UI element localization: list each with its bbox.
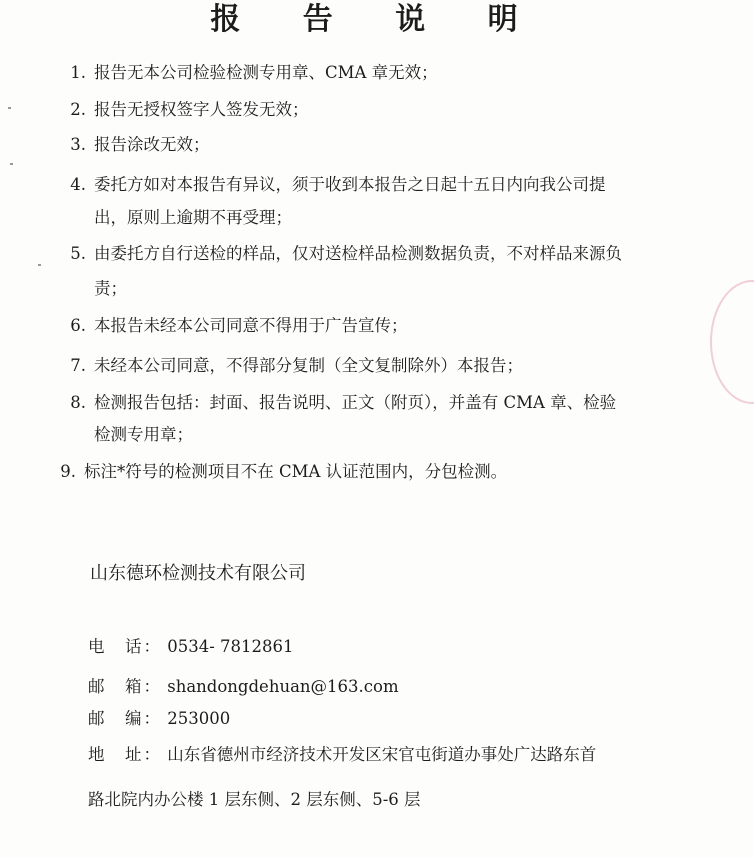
list-item	[70, 355, 523, 377]
list-item	[70, 315, 408, 337]
scan-speck	[10, 163, 13, 165]
item-number: 3.	[70, 135, 86, 154]
item-number: 1.	[70, 63, 86, 82]
item-text: 检测报告包括：封面、报告说明、正文（附页），并盖有 CMA 章、检验	[94, 393, 617, 412]
item-number: 9.	[60, 462, 76, 481]
email-value: shandongdehuan@163.com	[167, 677, 399, 696]
phone-label: 电 话：	[88, 637, 162, 656]
item-text: 未经本公司同意，不得部分复制（全文复制除外）本报告；	[94, 356, 523, 375]
address-continuation: 路北院内办公楼 1 层东侧、2 层东侧、5-6 层	[88, 790, 421, 809]
item-number: 2.	[70, 100, 86, 119]
list-item	[70, 62, 438, 84]
scan-speck	[8, 107, 11, 109]
item-number: 6.	[70, 316, 86, 335]
email-row	[88, 676, 399, 698]
phone-row	[88, 636, 294, 658]
item-text: 由委托方自行送检的样品，仅对送检样品检测数据负责，不对样品来源负	[94, 244, 622, 263]
page-title: 报 告 说 明	[210, 2, 544, 37]
item-number: 5.	[70, 244, 86, 263]
zip-value: 253000	[167, 709, 231, 728]
item-number: 4.	[70, 175, 86, 194]
item-text: 标注*符号的检测项目不在 CMA 认证范围内，分包检测。	[84, 462, 508, 481]
item-text: 委托方如对本报告有异议，须于收到本报告之日起十五日内向我公司提	[94, 175, 606, 194]
phone-value: 0534- 7812861	[167, 637, 294, 656]
item-number: 8.	[70, 393, 86, 412]
list-item	[70, 174, 606, 196]
address-row	[88, 744, 596, 766]
list-item	[70, 134, 210, 156]
list-item	[70, 99, 309, 121]
list-item	[70, 392, 617, 414]
zip-row	[88, 708, 230, 730]
scan-speck	[38, 264, 41, 266]
item-text: 报告无授权签字人签发无效；	[94, 100, 309, 119]
list-item	[70, 243, 622, 265]
stamp-edge	[710, 280, 754, 404]
item-continuation: 出，原则上逾期不再受理；	[94, 208, 292, 227]
company-name: 山东德环检测技术有限公司	[90, 563, 306, 584]
item-continuation: 检测专用章；	[94, 425, 193, 444]
item-text: 报告涂改无效；	[94, 135, 210, 154]
item-text: 本报告未经本公司同意不得用于广告宣传；	[94, 316, 408, 335]
item-text: 报告无本公司检验检测专用章、CMA 章无效；	[94, 63, 438, 82]
address-label: 地 址：	[88, 745, 162, 764]
zip-label: 邮 编：	[88, 709, 162, 728]
list-item	[60, 461, 508, 483]
email-label: 邮 箱：	[88, 677, 162, 696]
address-value: 山东省德州市经济技术开发区宋官屯街道办事处广达路东首	[167, 745, 597, 764]
item-number: 7.	[70, 356, 86, 375]
item-continuation: 责；	[94, 279, 127, 298]
